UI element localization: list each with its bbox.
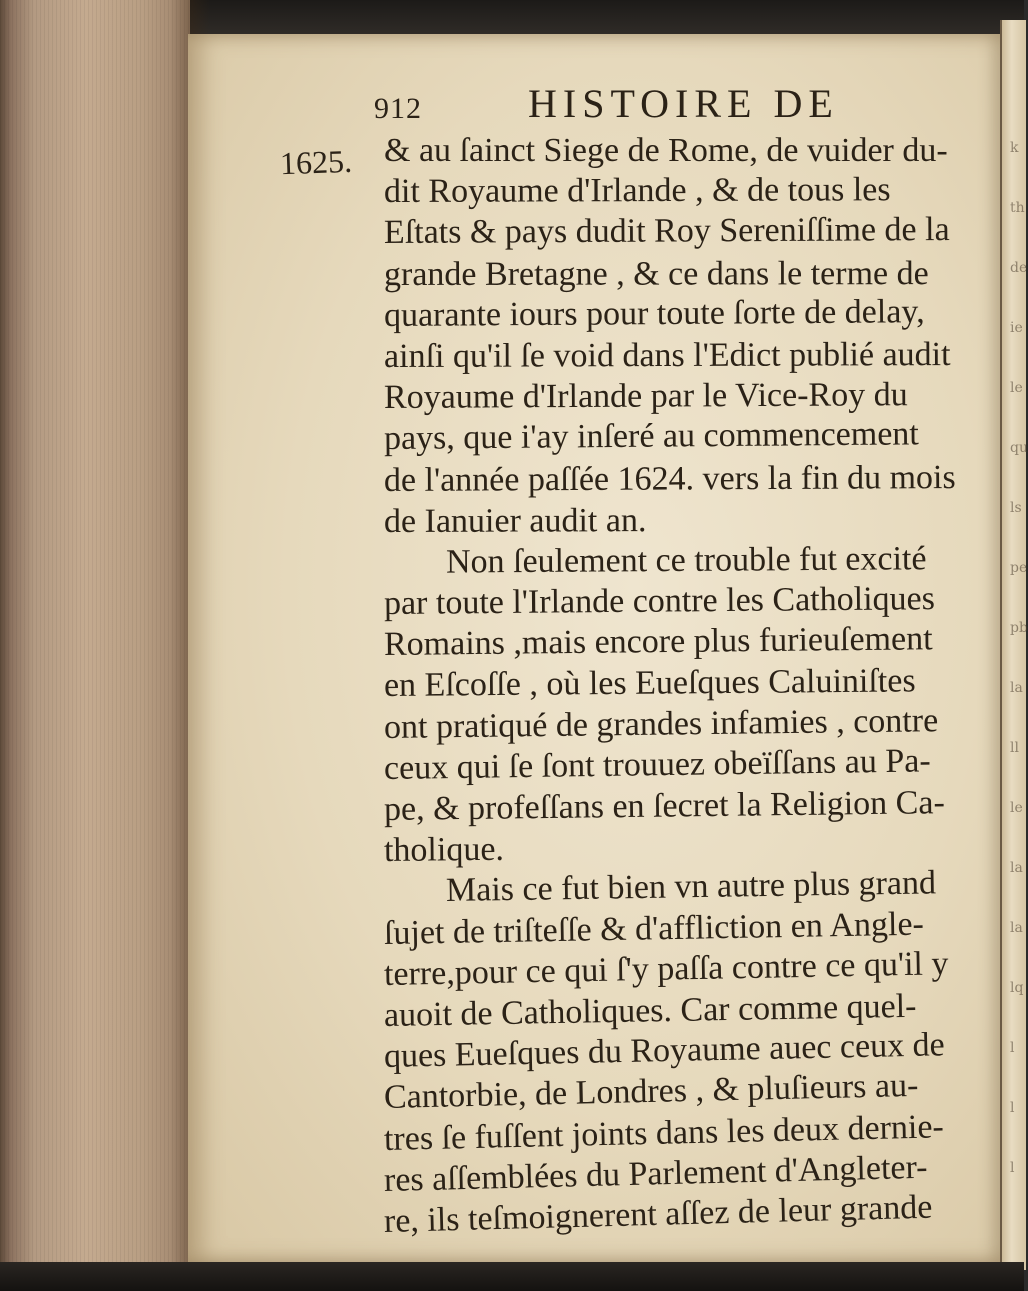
text-line: pe, & profeſſans en ſecret la Religion Ca- [383,784,945,828]
body-text [384,130,984,1242]
facing-page-fragment: ie [1010,320,1023,336]
text-line: Royaume d'Irlande par le Vice-Roy du [383,376,908,417]
text-line: auoit de Catholiques. Car comme quel- [383,987,917,1034]
running-head: HISTOIRE DE [528,81,839,126]
book-cover-bottom [0,1262,1024,1291]
facing-page-fragment: la [1010,920,1023,936]
text-line: ont pratiqué de grandes infamies , contre [383,701,939,746]
facing-page-fragment: pb [1010,620,1028,636]
text-line: Mais ce fut bien vn autre plus grand [445,864,937,910]
facing-page-fragment: ll [1010,740,1019,756]
facing-page-fragment: l [1010,1040,1015,1056]
text-line: de Ianuier audit an. [383,501,647,540]
facing-page-fragment: l [1010,1160,1015,1176]
text-line: ſujet de triſteſſe & d'affliction en Angle- [383,905,925,952]
facing-page-fragment: pe [1010,560,1028,576]
text-line: ainſi qu'il ſe void dans l'Edict publié audit [383,335,951,375]
text-line: de l'année paſſée 1624. vers la fin du mois [383,458,956,499]
facing-page-fragment: qu [1010,440,1028,456]
text-line: en Eſcoſſe , où les Eueſques Caluiniſtes [383,662,916,705]
text-line: grande Bretagne , & ce dans le terme de [383,254,929,293]
facing-page-fragment: le [1010,380,1023,396]
text-line: pays, que i'ay inſeré au commencement [383,415,919,458]
text-line: dit Royaume d'Irlande , & de tous les [383,171,891,211]
facing-page-edge [1000,20,1026,1270]
text-line: Non ſeulement ce trouble fut excité [445,540,927,581]
facing-page-fragment: la [1010,680,1023,696]
text-line: Eſtats & pays dudit Roy Sereniſſime de la [383,211,950,252]
text-line: re, ils teſmoignerent aſſez de leur grande [383,1188,933,1240]
facing-page-fragment: ls [1010,500,1022,516]
text-line: par toute l'Irlande contre les Catholiques [383,580,936,623]
text-line: ceux qui ſe ſont trouuez obeïſſans au Pa- [383,742,931,787]
facing-page-fragment: la [1010,860,1023,876]
facing-page-fragment: le [1010,800,1023,816]
text-line: tres ſe fuſſent joints dans les deux dernie- [383,1107,945,1158]
text-line: & au ſainct Siege de Rome, de vuider du- [384,132,948,169]
facing-page-fragment: th [1010,200,1025,216]
page-block-edge [0,0,190,1291]
text-line: res aſſemblées du Parlement d'Angleter- [383,1148,928,1199]
facing-page-fragment: lq [1010,980,1024,996]
text-line: quarante iours pour toute ſorte de delay, [383,292,925,334]
text-line: terre,pour ce qui ſ'y paſſa contre ce qu'il y [383,944,949,993]
facing-page-fragment: l [1010,1100,1015,1116]
text-line: Romains ,mais encore plus furieuſement [383,620,933,664]
facing-page-fragment: de [1010,260,1028,276]
margin-year: 1625. [279,142,353,182]
page-number: 912 [374,92,422,125]
text-line: tholique. [383,830,505,870]
facing-page-fragment: k [1010,140,1019,156]
text-line: ques Eueſques du Royaume auec ceux de [383,1026,946,1076]
text-line: Cantorbie, de Londres , & pluſieurs au- [383,1067,919,1117]
